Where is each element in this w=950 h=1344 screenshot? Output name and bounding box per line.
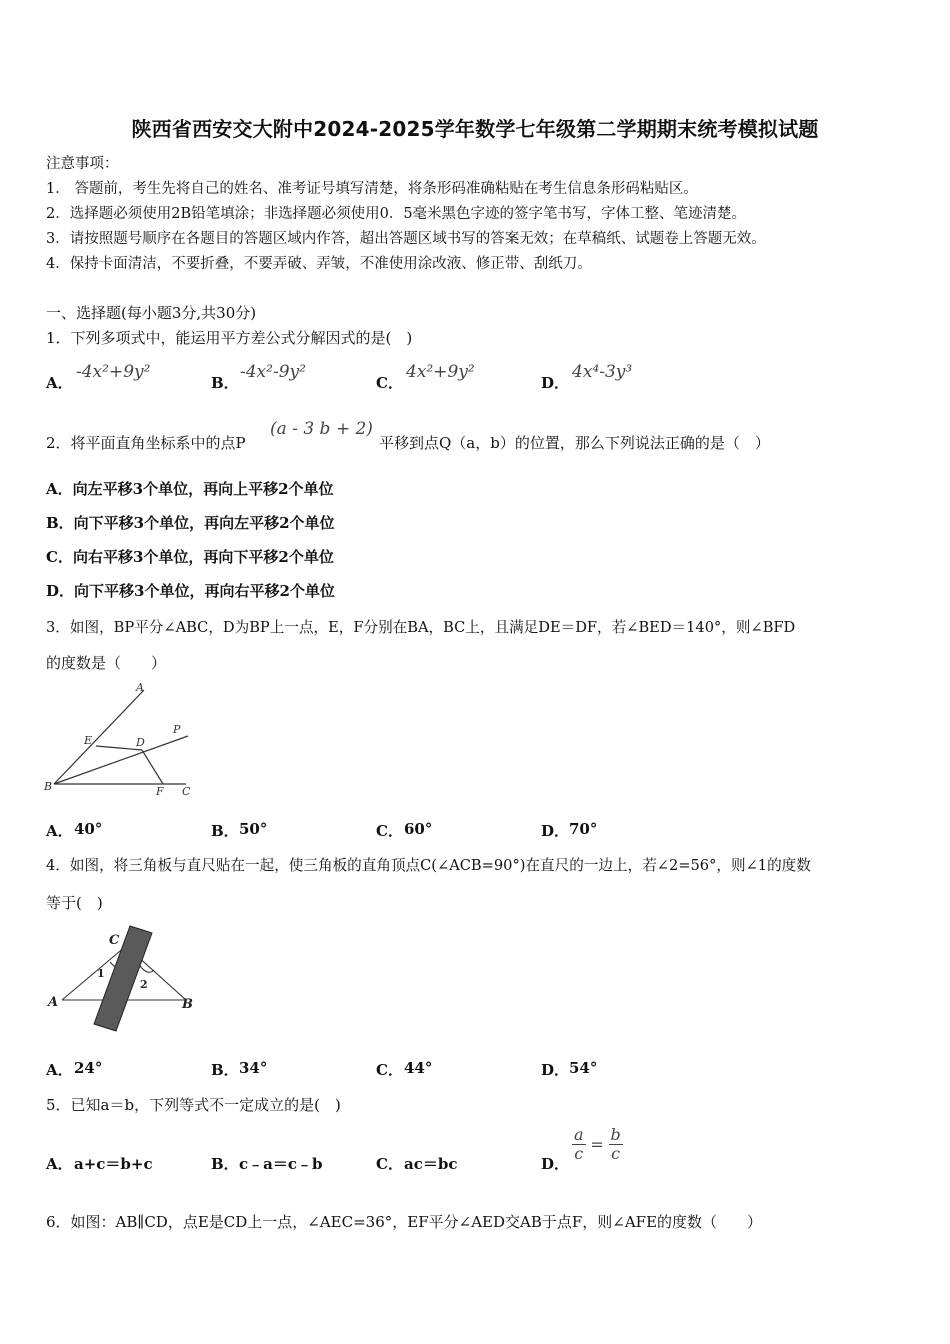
q4-option-c-label: C． (376, 1061, 403, 1079)
notice-item: 3．请按照题号顺序在各题目的答题区域内作答，超出答题区域书写的答案无效；在草稿纸、试题卷上答题无效。 (46, 231, 766, 247)
q5-option-d-expr (572, 1126, 623, 1163)
q5-option-b-label: B． (211, 1155, 239, 1173)
question-5-stem: 5．已知a＝b，下列等式不一定成立的是( ) (46, 1096, 341, 1114)
q4-option-a-value: 24° (74, 1059, 103, 1077)
q3-figure (40, 678, 200, 803)
label-e: E (84, 734, 93, 747)
q4-option-a-label: A． (46, 1061, 73, 1079)
question-1-stem: 1．下列多项式中，能运用平方差公式分解因式的是( ) (46, 329, 413, 347)
label-b: B (44, 780, 53, 793)
q3-option-b-label: B． (211, 822, 239, 840)
q2-option-b: B．向下平移3个单位，再向左平移2个单位 (46, 514, 335, 532)
q4-option-b-value: 34° (239, 1059, 268, 1077)
q4-figure (44, 924, 200, 1036)
label-a: A (48, 995, 59, 1010)
q3-option-d-label: D． (541, 822, 570, 840)
q5-option-b-value: c﹣a＝c﹣b (239, 1155, 323, 1173)
ray-ba (54, 690, 144, 784)
q3-option-d-value: 70° (569, 820, 598, 838)
question-2-stem-a: 2．将平面直角坐标系中的点P (46, 434, 246, 452)
equals-sign: = (590, 1135, 604, 1154)
q5-option-c-label: C． (376, 1155, 403, 1173)
section-heading: 一、选择题(每小题3分,共30分) (46, 304, 257, 322)
label-p: P (173, 723, 181, 736)
q1-option-c-expr: 4x²+9y² (406, 362, 475, 382)
q3-option-c-value: 60° (404, 820, 433, 838)
question-3-stem: 3．如图，BP平分∠ABC，D为BP上一点，E，F分别在BA，BC上，且满足DE＝DF，若∠BED＝140°，则∠BFD (46, 619, 796, 636)
q4-option-d-label: D． (541, 1061, 570, 1079)
q4-option-d-value: 54° (569, 1059, 598, 1077)
label-c: C (182, 785, 191, 798)
label-a: A (136, 681, 144, 694)
question-3-stem-cont: 的度数是（ ） (46, 654, 167, 672)
q1-option-b-expr: -4x²-9y² (240, 362, 306, 382)
q2-option-c: C．向右平移3个单位，再向下平移2个单位 (46, 548, 334, 566)
ray-bp (54, 736, 188, 784)
q5-option-a-value: a+c＝b+c (74, 1155, 153, 1173)
label-angle-1: 1 (97, 967, 105, 980)
label-angle-2: 2 (140, 978, 148, 991)
q1-option-d-expr: 4x⁴-3y³ (572, 362, 633, 382)
q2-option-d: D．向下平移3个单位，再向右平移2个单位 (46, 582, 335, 600)
q1-option-d-label: D． (541, 374, 570, 392)
q5-option-c-value: ac＝bc (404, 1155, 458, 1173)
q1-option-c-label: C． (376, 374, 403, 392)
notice-item: 2．选择题必须使用2B铅笔填涂；非选择题必须使用0．5毫米黑色字迹的签字笔书写，字体工整、笔迹清楚。 (46, 206, 747, 222)
q2-option-a: A．向左平移3个单位，再向上平移2个单位 (46, 480, 334, 498)
q3-option-b-value: 50° (239, 820, 268, 838)
q5-option-a-label: A． (46, 1155, 73, 1173)
q1-option-a-label: A． (46, 374, 73, 392)
notice-item: 4．保持卡面清洁，不要折叠，不要弄破、弄皱，不准使用涂改液、修正带、刮纸刀。 (46, 256, 592, 272)
question-4-stem: 4．如图，将三角板与直尺贴在一起，使三角板的直角顶点C(∠ACB=90°)在直尺的一边上，若∠2=56°，则∠1的度数 (46, 857, 811, 874)
question-2-stem-b: 平移到点Q（a，b）的位置，那么下列说法正确的是（ ） (379, 434, 770, 452)
q3-option-c-label: C． (376, 822, 403, 840)
fraction-a-over-c: $\frac{a}{c}$ (574, 1125, 584, 1163)
q3-option-a-label: A． (46, 822, 73, 840)
notice-heading: 注意事项： (46, 156, 119, 172)
label-c: C (109, 933, 120, 948)
segment-df (142, 750, 163, 784)
question-6-stem: 6．如图：AB∥CD，点E是CD上一点，∠AEC=36°，EF平分∠AED交AB于点F，则∠AFE的度数（ ） (46, 1213, 763, 1231)
q3-option-a-value: 40° (74, 820, 103, 838)
label-d: D (136, 736, 145, 749)
label-b: B (182, 997, 193, 1012)
q5-option-d-label: D． (541, 1155, 570, 1173)
label-f: F (156, 785, 164, 798)
q4-option-b-label: B． (211, 1061, 239, 1079)
notice-item: 1． 答题前，考生先将自己的姓名、准考证号填写清楚，将条形码准确粘贴在考生信息条形码粘贴区。 (46, 181, 698, 197)
fraction-b-over-c: $\frac{b}{c}$ (610, 1125, 621, 1163)
q4-option-c-value: 44° (404, 1059, 433, 1077)
q2-point-expr: (a - 3 b + 2) (270, 419, 373, 439)
q1-option-a-expr: -4x²+9y² (76, 362, 151, 382)
question-4-stem-cont: 等于( ) (46, 894, 103, 912)
q1-option-b-label: B． (211, 374, 239, 392)
page-title: 陕西省西安交大附中2024-2025学年数学七年级第二学期期末统考模拟试题 (131, 117, 819, 141)
